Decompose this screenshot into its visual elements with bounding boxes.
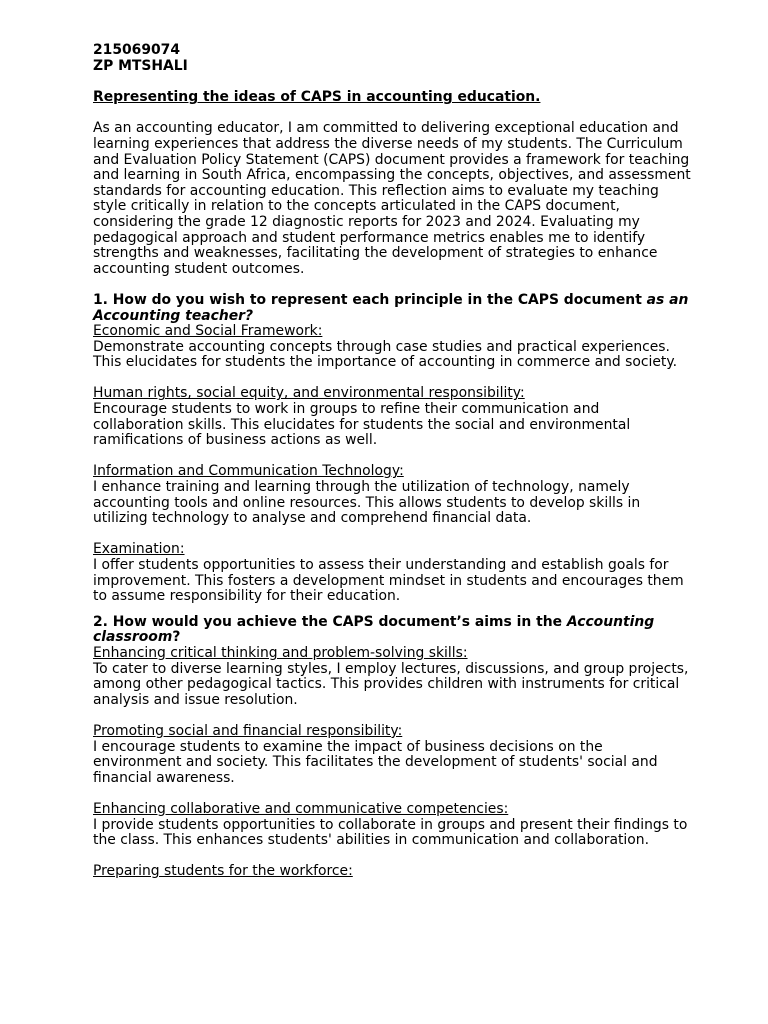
q2-section-heading: Preparing students for the workforce: (93, 863, 353, 880)
q2-section-body: I provide students opportunities to collaborate in groups and present their findings to the class. This enhances students' abilities in communication and collaboration. (93, 816, 688, 849)
q1-section-body: I enhance training and learning through the utilization of technology, namely accounting tools and online resources. This allows students to develop skills in utilizing technology to analyse and comprehend financial data. (93, 479, 641, 527)
q1-section-heading: Information and Communication Technology: (93, 463, 404, 480)
question-2-emphasis: Accounting classroom (93, 613, 655, 646)
question-2 (93, 615, 693, 646)
q1-section-heading: Examination: (93, 541, 185, 558)
q2-section-body: To cater to diverse learning styles, I employ lectures, discussions, and group projects, among other pedagogical tactics. This provides children with instruments for critical analysis and issue resolution. (93, 660, 689, 708)
q1-section-body: Encourage students to work in groups to refine their communication and collaboration skills. This elucidates for students the social and environmental ramifications of business actions as well. (93, 401, 631, 449)
document-title: Representing the ideas of CAPS in accounting education. (93, 89, 541, 106)
q2-section-heading: Enhancing critical thinking and problem-solving skills: (93, 644, 468, 661)
question-2-text: 2. How would you achieve the CAPS document’s aims in the (93, 613, 567, 630)
student-name: ZP MTSHALI (93, 57, 188, 74)
document-page (93, 43, 693, 880)
q1-section-body: I offer students opportunities to assess their understanding and establish goals for improvement. This fosters a development mindset in students and encourages them to assume responsibility for their education. (93, 557, 684, 605)
q2-section-heading: Promoting social and financial responsibility: (93, 722, 403, 739)
q1-section-heading: Human rights, social equity, and environmental responsibility: (93, 385, 525, 402)
question-2-end: ? (172, 629, 181, 646)
question-1-text: 1. How do you wish to represent each principle in the CAPS document (93, 291, 647, 308)
q2-section-body: I encourage students to examine the impact of business decisions on the environment and society. This facilitates the development of students' social and financial awareness. (93, 738, 658, 786)
intro-paragraph: As an accounting educator, I am committed to delivering exceptional education and learning experiences that address the diverse needs of my students. The Curriculum and Evaluation Policy Statement (CAPS) document provides a framework for teaching and learning in South Africa, encompassing the concepts, objectives, and assessment standards for accounting education. This reflection aims to evaluate my teaching style critically in relation to the concepts articulated in the CAPS document, considering the grade 12 diagnostic reports for 2023 and 2024. Evaluating my pedagogical approach and student performance metrics enables me to identify strengths and weaknesses, facilitating the development of strategies to enhance accounting student outcomes. (93, 120, 691, 277)
q1-section-heading: Economic and Social Framework: (93, 323, 323, 340)
student-number: 215069074 (93, 42, 180, 58)
q1-section-body: Demonstrate accounting concepts through case studies and practical experiences. This elucidates for students the importance of accounting in commerce and society. (93, 338, 678, 371)
question-1 (93, 293, 693, 324)
question-1-emphasis: as an Accounting teacher? (93, 291, 689, 324)
q2-section-heading: Enhancing collaborative and communicative competencies: (93, 800, 509, 817)
